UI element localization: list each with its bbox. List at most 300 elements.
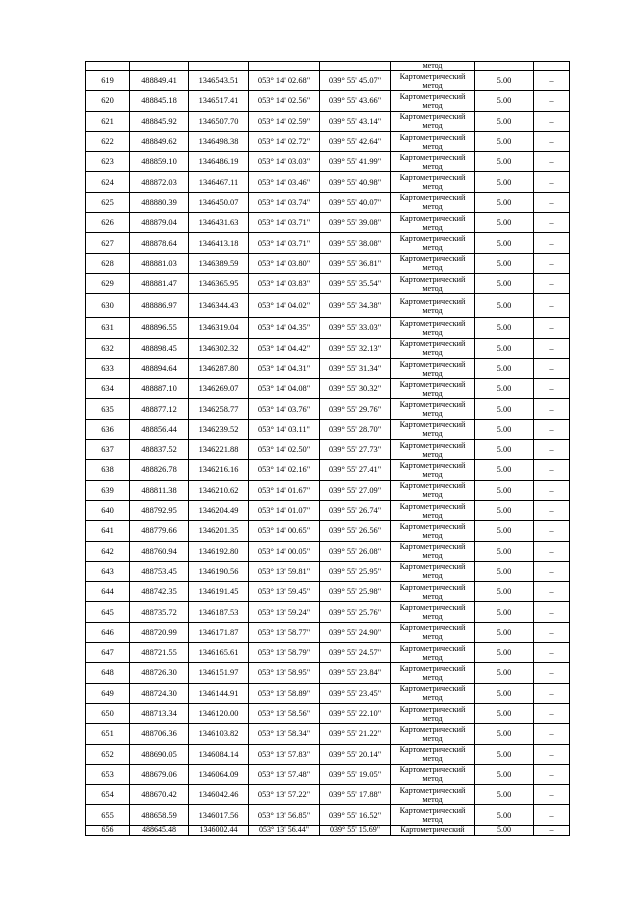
x-coordinate-cell: 488721.55 [130,643,189,663]
method-cell: метод [391,62,475,71]
table-row [86,521,570,541]
description-cell: – [534,440,570,460]
x-coordinate-cell: 488645.48 [130,825,189,835]
method-cell: Картометрический метод [391,192,475,212]
description-cell: – [534,785,570,805]
table-row [86,785,570,805]
method-cell: Картометрический метод [391,764,475,784]
y-coordinate-cell: 1346287.80 [189,358,249,378]
description-cell: – [534,379,570,399]
longitude-cell: 039° 55' 25.98" [320,582,391,602]
latitude-cell: 053° 14' 02.72" [249,131,320,151]
latitude-cell: 053° 14' 02.56" [249,91,320,111]
description-cell: – [534,233,570,253]
point-number-cell: 647 [86,643,130,663]
accuracy-cell: 5.00 [475,379,534,399]
longitude-cell: 039° 55' 28.70" [320,419,391,439]
point-number-cell: 648 [86,663,130,683]
point-number-cell: 654 [86,785,130,805]
x-coordinate-cell: 488894.64 [130,358,189,378]
accuracy-cell: 5.00 [475,703,534,723]
y-coordinate-cell: 1346017.56 [189,805,249,825]
y-coordinate-cell: 1346389.59 [189,253,249,273]
y-coordinate-cell: 1346319.04 [189,318,249,338]
description-cell: – [534,480,570,500]
description-cell: – [534,744,570,764]
y-coordinate-cell: 1346344.43 [189,294,249,318]
longitude-cell: 039° 55' 40.98" [320,172,391,192]
point-number-cell: 620 [86,91,130,111]
description-cell: – [534,622,570,642]
y-coordinate-cell: 1346365.95 [189,273,249,293]
x-coordinate-cell: 488859.10 [130,152,189,172]
table-row [86,131,570,151]
table-row [86,152,570,172]
latitude-cell: 053° 13' 58.56" [249,703,320,723]
table-row [86,440,570,460]
table-row [86,541,570,561]
point-number-cell: 626 [86,213,130,233]
point-number-cell: 642 [86,541,130,561]
table-row [86,213,570,233]
x-coordinate-cell: 488845.18 [130,91,189,111]
accuracy-cell: 5.00 [475,233,534,253]
description-cell: – [534,71,570,91]
point-number-cell: 625 [86,192,130,212]
latitude-cell: 053° 14' 03.71" [249,233,320,253]
y-coordinate-cell: 1346507.70 [189,111,249,131]
description-cell: – [534,541,570,561]
point-number-cell: 623 [86,152,130,172]
description-cell: – [534,460,570,480]
latitude-cell: 053° 14' 00.65" [249,521,320,541]
x-coordinate-cell: 488690.05 [130,744,189,764]
accuracy-cell: 5.00 [475,480,534,500]
description-cell: – [534,663,570,683]
longitude-cell: 039° 55' 24.90" [320,622,391,642]
longitude-cell: 039° 55' 20.14" [320,744,391,764]
description-cell: – [534,703,570,723]
accuracy-cell: 5.00 [475,253,534,273]
accuracy-cell: 5.00 [475,172,534,192]
x-coordinate-cell: 488742.35 [130,582,189,602]
point-number-cell: 638 [86,460,130,480]
accuracy-cell: 5.00 [475,399,534,419]
y-coordinate-cell: 1346084.14 [189,744,249,764]
x-coordinate-cell: 488896.55 [130,318,189,338]
table-row [86,172,570,192]
y-coordinate-cell: 1346190.56 [189,561,249,581]
accuracy-cell: 5.00 [475,825,534,835]
method-cell: Картометрический метод [391,131,475,151]
longitude-cell: 039° 55' 39.08" [320,213,391,233]
y-coordinate-cell: 1346450.07 [189,192,249,212]
accuracy-cell: 5.00 [475,91,534,111]
method-cell: Картометрический метод [391,663,475,683]
latitude-cell: 053° 14' 01.67" [249,480,320,500]
latitude-cell: 053° 14' 03.80" [249,253,320,273]
longitude-cell: 039° 55' 17.88" [320,785,391,805]
table-row [86,764,570,784]
method-cell: Картометрический метод [391,744,475,764]
point-number-cell: 652 [86,744,130,764]
method-cell: Картометрический метод [391,500,475,520]
description-cell: – [534,683,570,703]
point-number-cell: 645 [86,602,130,622]
point-number-cell: 635 [86,399,130,419]
table-row-continued [86,62,570,71]
description-cell: – [534,521,570,541]
accuracy-cell: 5.00 [475,643,534,663]
x-coordinate-cell: 488726.30 [130,663,189,683]
table-row [86,318,570,338]
accuracy-cell: 5.00 [475,683,534,703]
accuracy-cell: 5.00 [475,460,534,480]
description-cell: – [534,111,570,131]
longitude-cell: 039° 55' 33.03" [320,318,391,338]
method-cell: Картометрический метод [391,785,475,805]
x-coordinate-cell: 488779.66 [130,521,189,541]
method-cell: Картометрический метод [391,582,475,602]
accuracy-cell: 5.00 [475,602,534,622]
x-coordinate-cell: 488792.95 [130,500,189,520]
x-coordinate-cell: 488724.30 [130,683,189,703]
latitude-cell: 053° 14' 04.35" [249,318,320,338]
longitude-cell: 039° 55' 19.05" [320,764,391,784]
point-number-cell: 651 [86,724,130,744]
description-cell: – [534,172,570,192]
method-cell: Картометрический метод [391,233,475,253]
coordinates-table [85,61,570,836]
description-cell: – [534,724,570,744]
method-cell: Картометрический метод [391,440,475,460]
accuracy-cell: 5.00 [475,440,534,460]
description-cell: – [534,399,570,419]
y-coordinate-cell: 1346221.88 [189,440,249,460]
accuracy-cell: 5.00 [475,521,534,541]
latitude-cell: 053° 14' 03.74" [249,192,320,212]
accuracy-cell: 5.00 [475,273,534,293]
latitude-cell [249,62,320,71]
x-coordinate-cell: 488881.47 [130,273,189,293]
method-cell: Картометрический метод [391,379,475,399]
y-coordinate-cell: 1346103.82 [189,724,249,744]
table-row [86,71,570,91]
longitude-cell: 039° 55' 21.22" [320,724,391,744]
x-coordinate-cell: 488679.06 [130,764,189,784]
latitude-cell: 053° 14' 02.50" [249,440,320,460]
point-number-cell: 637 [86,440,130,460]
description-cell: – [534,152,570,172]
accuracy-cell: 5.00 [475,541,534,561]
description-cell: – [534,273,570,293]
accuracy-cell: 5.00 [475,582,534,602]
y-coordinate-cell: 1346216.16 [189,460,249,480]
y-coordinate-cell: 1346171.87 [189,622,249,642]
point-number-cell: 643 [86,561,130,581]
method-cell: Картометрический метод [391,419,475,439]
method-cell: Картометрический метод [391,294,475,318]
method-cell: Картометрический метод [391,541,475,561]
longitude-cell: 039° 55' 30.32" [320,379,391,399]
latitude-cell: 053° 13' 58.95" [249,663,320,683]
x-coordinate-cell: 488880.39 [130,192,189,212]
latitude-cell: 053° 13' 56.85" [249,805,320,825]
table-row [86,111,570,131]
latitude-cell: 053° 13' 59.24" [249,602,320,622]
latitude-cell: 053° 14' 03.76" [249,399,320,419]
longitude-cell: 039° 55' 15.69" [320,825,391,835]
method-cell: Картометрический метод [391,480,475,500]
table-row [86,273,570,293]
accuracy-cell: 5.00 [475,500,534,520]
longitude-cell: 039° 55' 43.66" [320,91,391,111]
y-coordinate-cell: 1346120.00 [189,703,249,723]
accuracy-cell: 5.00 [475,419,534,439]
latitude-cell: 053° 14' 04.08" [249,379,320,399]
description-cell: – [534,602,570,622]
latitude-cell: 053° 14' 04.31" [249,358,320,378]
longitude-cell: 039° 55' 27.73" [320,440,391,460]
point-number-cell: 655 [86,805,130,825]
description-cell: – [534,358,570,378]
point-number-cell: 639 [86,480,130,500]
accuracy-cell: 5.00 [475,724,534,744]
method-cell: Картометрический метод [391,318,475,338]
method-cell: Картометрический метод [391,172,475,192]
latitude-cell: 053° 14' 02.16" [249,460,320,480]
y-coordinate-cell: 1346165.61 [189,643,249,663]
table-row [86,724,570,744]
accuracy-cell: 5.00 [475,213,534,233]
description-cell: – [534,192,570,212]
point-number-cell: 649 [86,683,130,703]
x-coordinate-cell: 488886.97 [130,294,189,318]
longitude-cell: 039° 55' 25.95" [320,561,391,581]
table-row [86,379,570,399]
x-coordinate-cell: 488826.78 [130,460,189,480]
description-cell [534,62,570,71]
description-cell: – [534,805,570,825]
y-coordinate-cell: 1346187.53 [189,602,249,622]
longitude-cell: 039° 55' 16.52" [320,805,391,825]
description-cell: – [534,294,570,318]
table-row [86,294,570,318]
point-number-cell: 641 [86,521,130,541]
table-row [86,91,570,111]
description-cell: – [534,561,570,581]
point-number-cell: 640 [86,500,130,520]
point-number-cell: 630 [86,294,130,318]
y-coordinate-cell: 1346192.80 [189,541,249,561]
x-coordinate-cell: 488898.45 [130,338,189,358]
y-coordinate-cell: 1346517.41 [189,91,249,111]
y-coordinate-cell: 1346064.09 [189,764,249,784]
table-row [86,419,570,439]
longitude-cell: 039° 55' 26.74" [320,500,391,520]
accuracy-cell [475,62,534,71]
longitude-cell: 039° 55' 32.13" [320,338,391,358]
accuracy-cell: 5.00 [475,294,534,318]
description-cell: – [534,419,570,439]
latitude-cell: 053° 14' 01.07" [249,500,320,520]
longitude-cell: 039° 55' 31.34" [320,358,391,378]
y-coordinate-cell: 1346002.44 [189,825,249,835]
method-cell: Картометрический метод [391,602,475,622]
point-number-cell: 632 [86,338,130,358]
method-cell: Картометрический метод [391,805,475,825]
y-coordinate-cell: 1346204.49 [189,500,249,520]
description-cell: – [534,131,570,151]
y-coordinate-cell: 1346302.32 [189,338,249,358]
accuracy-cell: 5.00 [475,152,534,172]
table-row [86,358,570,378]
table-row [86,805,570,825]
x-coordinate-cell: 488879.04 [130,213,189,233]
longitude-cell: 039° 55' 34.38" [320,294,391,318]
x-coordinate-cell: 488887.10 [130,379,189,399]
y-coordinate-cell: 1346431.63 [189,213,249,233]
x-coordinate-cell: 488760.94 [130,541,189,561]
latitude-cell: 053° 13' 59.45" [249,582,320,602]
point-number-cell: 656 [86,825,130,835]
x-coordinate-cell: 488713.34 [130,703,189,723]
y-coordinate-cell: 1346151.97 [189,663,249,683]
coordinates-table-page [85,61,569,836]
longitude-cell: 039° 55' 27.09" [320,480,391,500]
table-row [86,399,570,419]
latitude-cell: 053° 13' 57.22" [249,785,320,805]
latitude-cell: 053° 13' 58.34" [249,724,320,744]
longitude-cell: 039° 55' 29.76" [320,399,391,419]
table-row [86,602,570,622]
x-coordinate-cell: 488849.41 [130,71,189,91]
longitude-cell: 039° 55' 26.56" [320,521,391,541]
accuracy-cell: 5.00 [475,805,534,825]
y-coordinate-cell: 1346210.62 [189,480,249,500]
description-cell: – [534,91,570,111]
accuracy-cell: 5.00 [475,764,534,784]
longitude-cell: 039° 55' 43.14" [320,111,391,131]
point-number-cell: 624 [86,172,130,192]
x-coordinate-cell: 488849.62 [130,131,189,151]
x-coordinate-cell: 488706.36 [130,724,189,744]
table-row [86,192,570,212]
point-number-cell: 633 [86,358,130,378]
longitude-cell [320,62,391,71]
accuracy-cell: 5.00 [475,561,534,581]
y-coordinate-cell: 1346467.11 [189,172,249,192]
y-coordinate-cell: 1346191.45 [189,582,249,602]
x-coordinate-cell: 488845.92 [130,111,189,131]
x-coordinate-cell: 488658.59 [130,805,189,825]
latitude-cell: 053° 14' 02.59" [249,111,320,131]
x-coordinate-cell: 488735.72 [130,602,189,622]
latitude-cell: 053° 13' 59.81" [249,561,320,581]
method-cell: Картометрический метод [391,358,475,378]
table-row [86,500,570,520]
point-number-cell: 619 [86,71,130,91]
longitude-cell: 039° 55' 23.45" [320,683,391,703]
table-row [86,643,570,663]
longitude-cell: 039° 55' 27.41" [320,460,391,480]
latitude-cell: 053° 14' 04.42" [249,338,320,358]
accuracy-cell: 5.00 [475,358,534,378]
method-cell: Картометрический метод [391,399,475,419]
description-cell: – [534,318,570,338]
method-cell: Картометрический метод [391,253,475,273]
y-coordinate-cell: 1346239.52 [189,419,249,439]
accuracy-cell: 5.00 [475,111,534,131]
longitude-cell: 039° 55' 25.76" [320,602,391,622]
point-number-cell: 622 [86,131,130,151]
point-number-cell: 634 [86,379,130,399]
method-cell: Картометрический метод [391,643,475,663]
point-number-cell: 644 [86,582,130,602]
latitude-cell: 053° 13' 58.79" [249,643,320,663]
table-row [86,703,570,723]
table-row [86,460,570,480]
x-coordinate-cell: 488670.42 [130,785,189,805]
table-row [86,683,570,703]
y-coordinate-cell: 1346258.77 [189,399,249,419]
point-number-cell: 631 [86,318,130,338]
description-cell: – [534,500,570,520]
point-number-cell: 650 [86,703,130,723]
description-cell: – [534,582,570,602]
y-coordinate-cell: 1346543.51 [189,71,249,91]
method-cell: Картометрический метод [391,213,475,233]
y-coordinate-cell: 1346413.18 [189,233,249,253]
method-cell: Картометрический метод [391,521,475,541]
latitude-cell: 053° 13' 57.48" [249,764,320,784]
longitude-cell: 039° 55' 24.57" [320,643,391,663]
y-coordinate-cell: 1346269.07 [189,379,249,399]
x-coordinate-cell: 488753.45 [130,561,189,581]
y-coordinate-cell: 1346144.91 [189,683,249,703]
x-coordinate-cell: 488856.44 [130,419,189,439]
table-row [86,233,570,253]
description-cell: – [534,764,570,784]
latitude-cell: 053° 14' 04.02" [249,294,320,318]
description-cell: – [534,338,570,358]
method-cell: Картометрический метод [391,622,475,642]
point-number-cell: 646 [86,622,130,642]
latitude-cell: 053° 14' 03.71" [249,213,320,233]
latitude-cell: 053° 14' 03.11" [249,419,320,439]
table-row [86,480,570,500]
x-coordinate-cell: 488811.38 [130,480,189,500]
longitude-cell: 039° 55' 35.54" [320,273,391,293]
table-row [86,253,570,273]
method-cell: Картометрический [391,825,475,835]
point-number-cell: 636 [86,419,130,439]
x-coordinate-cell: 488837.52 [130,440,189,460]
table-row [86,622,570,642]
method-cell: Картометрический метод [391,91,475,111]
description-cell: – [534,253,570,273]
accuracy-cell: 5.00 [475,71,534,91]
longitude-cell: 039° 55' 42.64" [320,131,391,151]
y-coordinate-cell: 1346042.46 [189,785,249,805]
accuracy-cell: 5.00 [475,318,534,338]
accuracy-cell: 5.00 [475,131,534,151]
latitude-cell: 053° 14' 03.46" [249,172,320,192]
table-row [86,338,570,358]
x-coordinate-cell: 488878.64 [130,233,189,253]
accuracy-cell: 5.00 [475,744,534,764]
accuracy-cell: 5.00 [475,192,534,212]
